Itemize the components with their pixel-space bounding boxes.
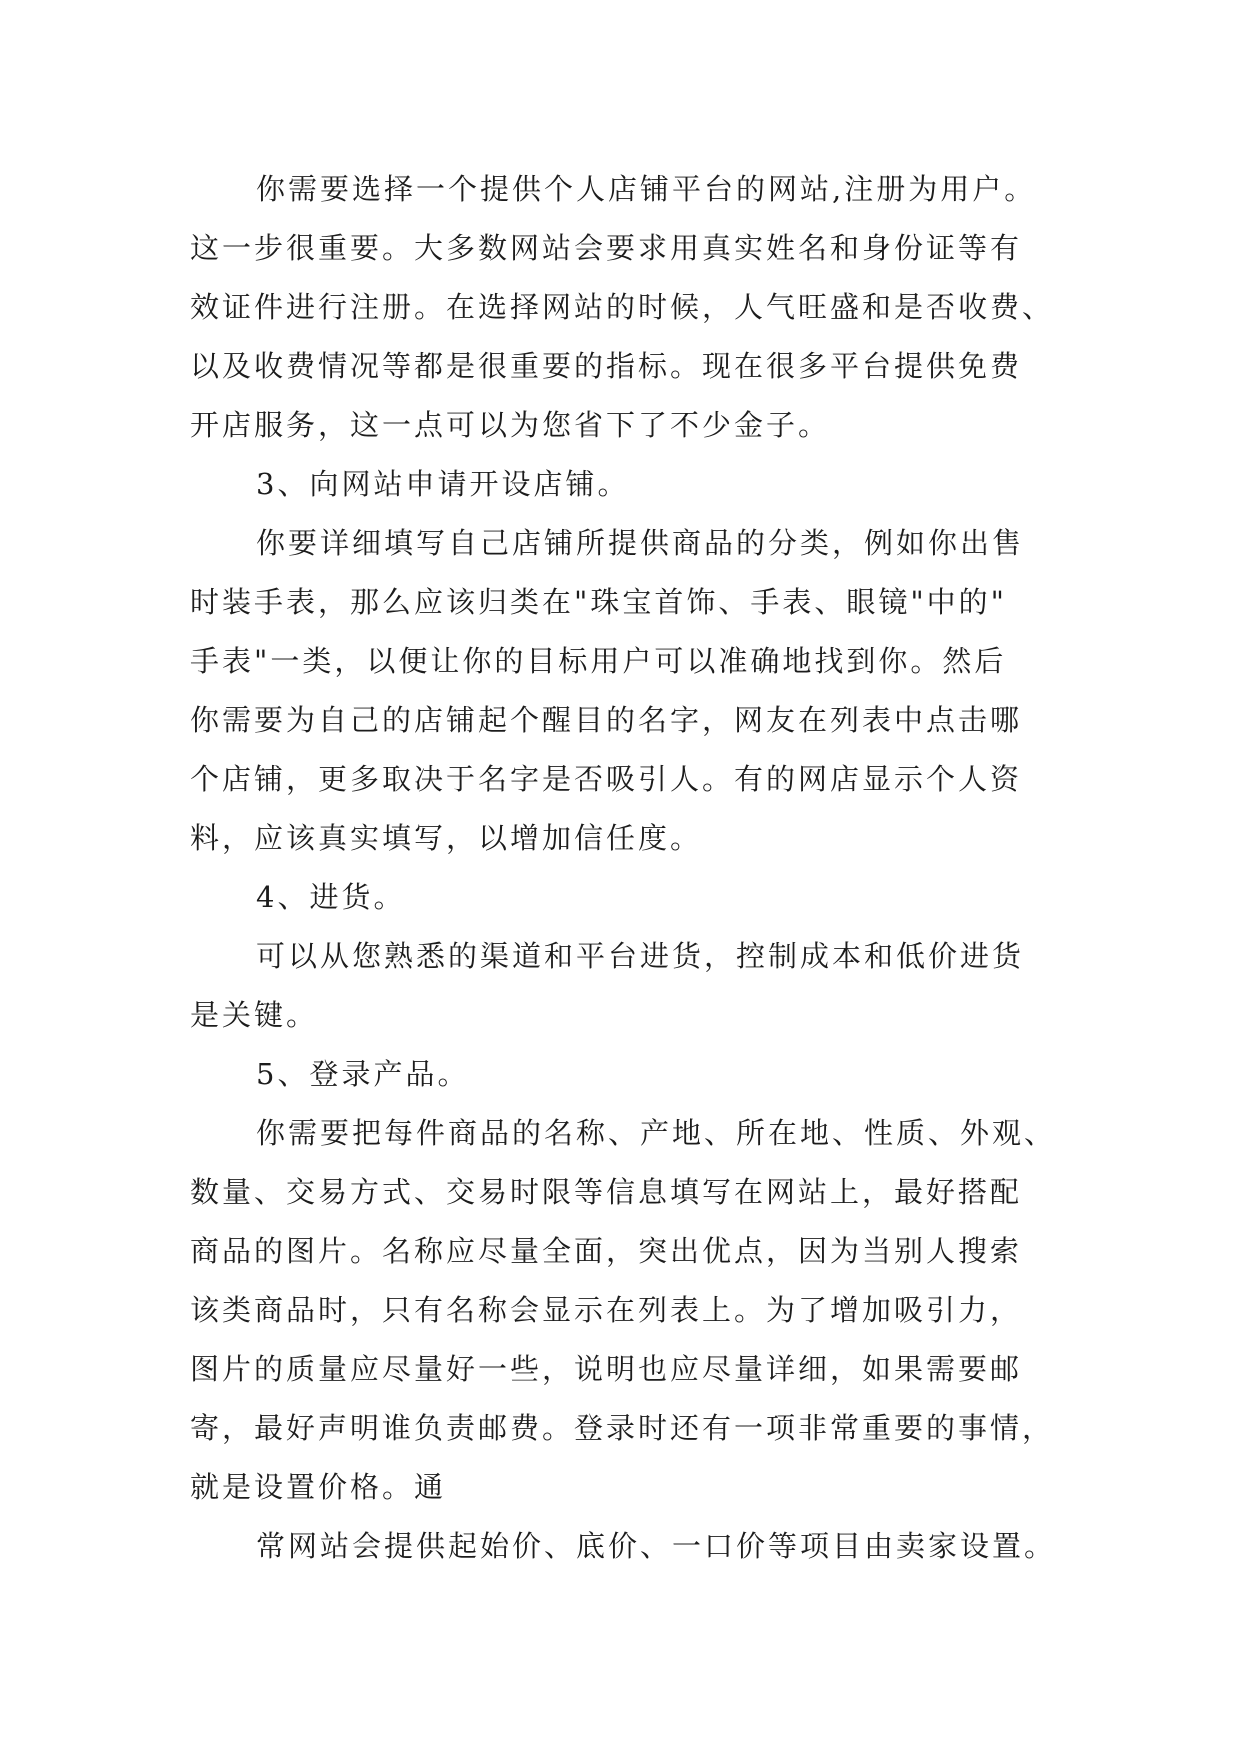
text-line: 个店铺，更多取决于名字是否吸引人。有的网店显示个人资 <box>190 762 1023 796</box>
text-line: 你要详细填写自己店铺所提供商品的分类，例如你出售 <box>256 526 1025 560</box>
text-line: 是关键。 <box>190 998 319 1032</box>
text-line: 效证件进行注册。在选择网站的时候，人气旺盛和是否收费、 <box>190 290 1055 324</box>
text-line: 图片的质量应尽量好一些，说明也应尽量详细，如果需要邮 <box>190 1352 1023 1386</box>
text-line: 手表"一类，以便让你的目标用户可以准确地找到你。然后 <box>190 644 1007 678</box>
text-line: 数量、交易方式、交易时限等信息填写在网站上，最好搭配 <box>190 1175 1023 1209</box>
text-line: 常网站会提供起始价、底价、一口价等项目由卖家设置。 <box>256 1529 1057 1563</box>
text-line: 开店服务，这一点可以为您省下了不少金子。 <box>190 408 831 442</box>
text-line: 料，应该真实填写，以增加信任度。 <box>190 821 703 855</box>
text-line: 商品的图片。名称应尽量全面，突出优点，因为当别人搜索 <box>190 1234 1023 1268</box>
section-heading: 3、向网站申请开设店铺。 <box>256 467 630 501</box>
text-line: 寄，最好声明谁负责邮费。登录时还有一项非常重要的事情， <box>190 1411 1055 1445</box>
section-heading: 4、进货。 <box>256 880 406 914</box>
text-line: 你需要选择一个提供个人店铺平台的网站,注册为用户。 <box>256 172 1037 206</box>
text-line: 时装手表，那么应该归类在"珠宝首饰、手表、眼镜"中的" <box>190 585 1008 619</box>
text-line: 该类商品时，只有名称会显示在列表上。为了增加吸引力， <box>190 1293 1023 1327</box>
document-body <box>190 160 1090 1576</box>
text-line: 这一步很重要。大多数网站会要求用真实姓名和身份证等有 <box>190 231 1023 265</box>
text-line: 你需要把每件商品的名称、产地、所在地、性质、外观、 <box>256 1116 1057 1150</box>
text-line: 你需要为自己的店铺起个醒目的名字，网友在列表中点击哪 <box>190 703 1023 737</box>
section-heading: 5、登录产品。 <box>256 1057 470 1091</box>
text-line: 以及收费情况等都是很重要的指标。现在很多平台提供免费 <box>190 349 1023 383</box>
text-line: 可以从您熟悉的渠道和平台进货，控制成本和低价进货 <box>256 939 1025 973</box>
text-line: 就是设置价格。通 <box>190 1470 447 1504</box>
